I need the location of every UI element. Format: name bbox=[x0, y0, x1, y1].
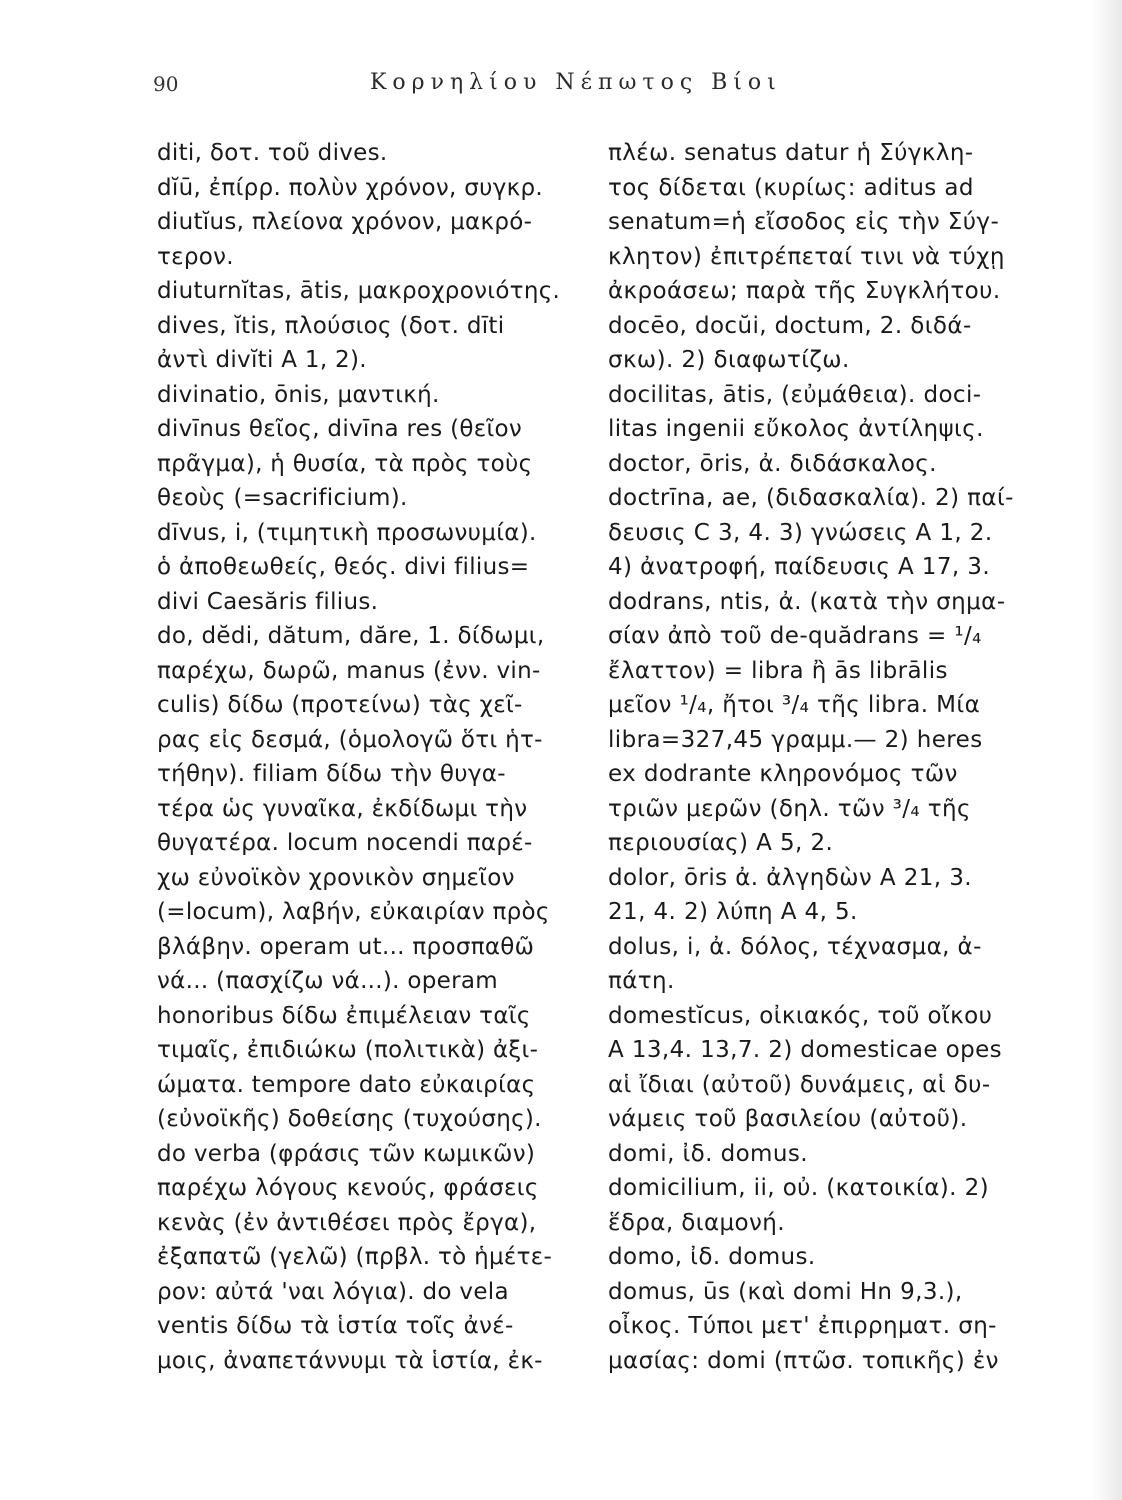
entry-line: αἱ ἴδιαι (αὐτοῦ) δυνάμεις, αἱ δυ- bbox=[608, 1071, 991, 1098]
entry-line: παρέχω, δωρῶ, manus (ἐνν. vin- bbox=[157, 657, 541, 684]
entry-line: κλητον) ἐπιτρέπεταί τινι νὰ τύχῃ bbox=[608, 243, 1005, 270]
entry-line: divīnus θεῖος, divīna res (θεῖον bbox=[157, 416, 523, 442]
entry-line: divi Caesăris filius. bbox=[157, 588, 379, 615]
entry-line: diutĭus, πλείονα χρόνον, μακρό- bbox=[157, 209, 533, 235]
entry-line: do verba (φράσις τῶν κωμικῶν) bbox=[157, 1140, 536, 1167]
entry-line: do, dĕdi, dătum, dăre, 1. δίδωμι, bbox=[157, 623, 545, 649]
entry-line: νάμεις τοῦ βασιλείου (αὐτοῦ). bbox=[608, 1106, 968, 1132]
entry-line: δευσις C 3, 4. 3) γνώσεις A 1, 2. bbox=[608, 519, 993, 546]
entry-line: dodrans, ntis, ἀ. (κατὰ τὴν σημα- bbox=[608, 588, 1006, 615]
entry-line: domo, ἰδ. domus. bbox=[608, 1244, 816, 1270]
entry-line: dives, ĭtis, πλούσιος (δοτ. dīti bbox=[157, 312, 505, 339]
entry-line: σκω). 2) διαφωτίζω. bbox=[608, 347, 850, 373]
entry-line: μασίας: domi (πτῶσ. τοπικῆς) ἐν bbox=[608, 1347, 999, 1374]
entry-line: κενὰς (ἐν ἀντιθέσει πρὸς ἔργα), bbox=[157, 1209, 537, 1236]
entry-line: μεῖον ¹/₄, ἤτοι ³/₄ τῆς libra. Μία bbox=[608, 692, 981, 718]
entry-line: divinatio, ōnis, μαντική. bbox=[157, 381, 440, 408]
entry-line: τέρα ὡς γυναῖκα, ἐκδίδωμι τὴν bbox=[157, 795, 528, 822]
entry-line: ώματα. tempore dato εὐκαιρίας bbox=[157, 1071, 536, 1098]
entry-line: 4) ἀνατροφή, παίδευσις A 17, 3. bbox=[608, 554, 991, 580]
entry-line: dīvus, i, (τιμητικὴ προσωνυμία). bbox=[157, 519, 537, 546]
entry-line: dolor, ōris ἀ. ἀλγηδὼν A 21, 3. bbox=[608, 864, 972, 891]
entry-line: θυγατέρα. locum nocendi παρέ- bbox=[157, 830, 533, 856]
page-number: 90 bbox=[153, 72, 179, 96]
entry-line: ρας εἰς δεσμά, (ὁμολογῶ ὅτι ἡτ- bbox=[157, 726, 543, 753]
entry-line: 21, 4. 2) λύπη A 4, 5. bbox=[608, 899, 858, 925]
entry-line: litas ingenii εὔκολος ἀντίληψις. bbox=[608, 416, 984, 442]
entry-line: πρᾶγμα), ἡ θυσία, τὰ πρὸς τοὺς bbox=[157, 450, 533, 477]
entry-line: doctrīna, ae, (διδασκαλία). 2) παί- bbox=[608, 485, 1014, 511]
entry-line: ventis δίδω τὰ ἱστία τοῖς ἀνέ- bbox=[157, 1313, 514, 1339]
entry-line: ex dodrante κληρονόμος τῶν bbox=[608, 761, 958, 787]
right-column bbox=[608, 136, 1078, 1378]
entry-line: domi, ἰδ. domus. bbox=[608, 1140, 808, 1167]
running-title: Κορνηλίου Νέπωτος Βίοι bbox=[370, 70, 782, 95]
entry-line: culis) δίδω (προτείνω) τὰς χεῖ- bbox=[157, 692, 523, 718]
entry-line: θεοὺς (=sacrificium). bbox=[157, 485, 408, 511]
entry-line: dĭū, ἐπίρρ. πολὺν χρόνον, συγκρ. bbox=[157, 174, 543, 201]
entry-line: docēo, docŭi, doctum, 2. διδά- bbox=[608, 312, 972, 339]
entry-line: βλάβην. operam ut... προσπαθῶ bbox=[157, 933, 535, 960]
entry-line: πλέω. senatus datur ἡ Σύγκλη- bbox=[608, 140, 974, 166]
entry-line: τιμαῖς, ἐπιδιώκω (πολιτικὰ) ἀξι- bbox=[157, 1037, 539, 1063]
entry-line: περιουσίας) A 5, 2. bbox=[608, 830, 834, 856]
entry-line: domus, ūs (καὶ domi Hn 9,3.), bbox=[608, 1278, 963, 1305]
entry-line: πάτη. bbox=[608, 968, 675, 994]
entry-line: ρον: αὐτά 'ναι λόγια). do vela bbox=[157, 1278, 509, 1305]
entry-line: μοις, ἀναπετάννυμι τὰ ἱστία, ἐκ- bbox=[157, 1347, 543, 1374]
entry-line: (εὐνοϊκῆς) δοθείσης (τυχούσης). bbox=[157, 1106, 542, 1132]
entry-line: docilitas, ātis, (εὐμάθεια). doci- bbox=[608, 381, 982, 408]
entry-line: τήθην). filiam δίδω τὴν θυγα- bbox=[157, 761, 506, 787]
entry-line: νά... (πασχίζω νά...). operam bbox=[157, 968, 498, 994]
page-edge-shadow bbox=[1092, 0, 1122, 1500]
entry-line: ἐξαπατῶ (γελῶ) (πρβλ. τὸ ἡμέτε- bbox=[157, 1244, 553, 1270]
entry-line: diuturnĭtas, ātis, μακροχρονιότης. bbox=[157, 278, 561, 304]
entry-line: domestĭcus, οἰκιακός, τοῦ οἴκου bbox=[608, 1002, 993, 1029]
page-header bbox=[0, 62, 1122, 102]
entry-line: dolus, i, ἀ. δόλος, τέχνασμα, ἀ- bbox=[608, 933, 982, 960]
entry-line: χω εὐνοϊκὸν χρονικὸν σημεῖον bbox=[157, 864, 515, 891]
entry-line: ἀκροάσεω; παρὰ τῆς Συγκλήτου. bbox=[608, 278, 1001, 304]
entry-line: ἔλαττον) = libra ἢ ās librālis bbox=[608, 657, 948, 684]
entry-line: honoribus δίδω ἐπιμέλειαν ταῖς bbox=[157, 1002, 531, 1029]
entry-line: ἕδρα, διαμονή. bbox=[608, 1209, 785, 1236]
entry-line: A 13,4. 13,7. 2) domesticae opes bbox=[608, 1037, 1003, 1063]
entry-line: παρέχω λόγους κενούς, φράσεις bbox=[157, 1175, 539, 1201]
entry-line: τερον. bbox=[157, 243, 234, 270]
entry-line: (=locum), λαβήν, εὐκαιρίαν πρὸς bbox=[157, 899, 550, 925]
entry-line: οἶκος. Τύποι μετ' ἐπιρρηματ. ση- bbox=[608, 1313, 997, 1339]
entry-line: domicilium, ii, οὐ. (κατοικία). 2) bbox=[608, 1175, 989, 1201]
entry-line: libra=327,45 γραμμ.— 2) heres bbox=[608, 726, 983, 753]
entry-line: ὁ ἀποθεωθείς, θεός. divi filius= bbox=[157, 554, 530, 580]
entry-line: τος δίδεται (κυρίως: aditus ad bbox=[608, 174, 974, 201]
entry-line: senatum=ἡ εἴσοδος εἰς τὴν Σύγ- bbox=[608, 209, 1000, 235]
entry-line: τριῶν μερῶν (δηλ. τῶν ³/₄ τῆς bbox=[608, 795, 971, 822]
left-column bbox=[157, 136, 597, 1378]
entry-line: σίαν ἀπὸ τοῦ de-quădrans = ¹/₄ bbox=[608, 623, 982, 649]
entry-line: ἀντὶ divĭti A 1, 2). bbox=[157, 347, 367, 373]
entry-line: doctor, ōris, ἀ. διδάσκαλος. bbox=[608, 450, 937, 477]
entry-line: diti, δοτ. τοῦ dives. bbox=[157, 140, 388, 166]
